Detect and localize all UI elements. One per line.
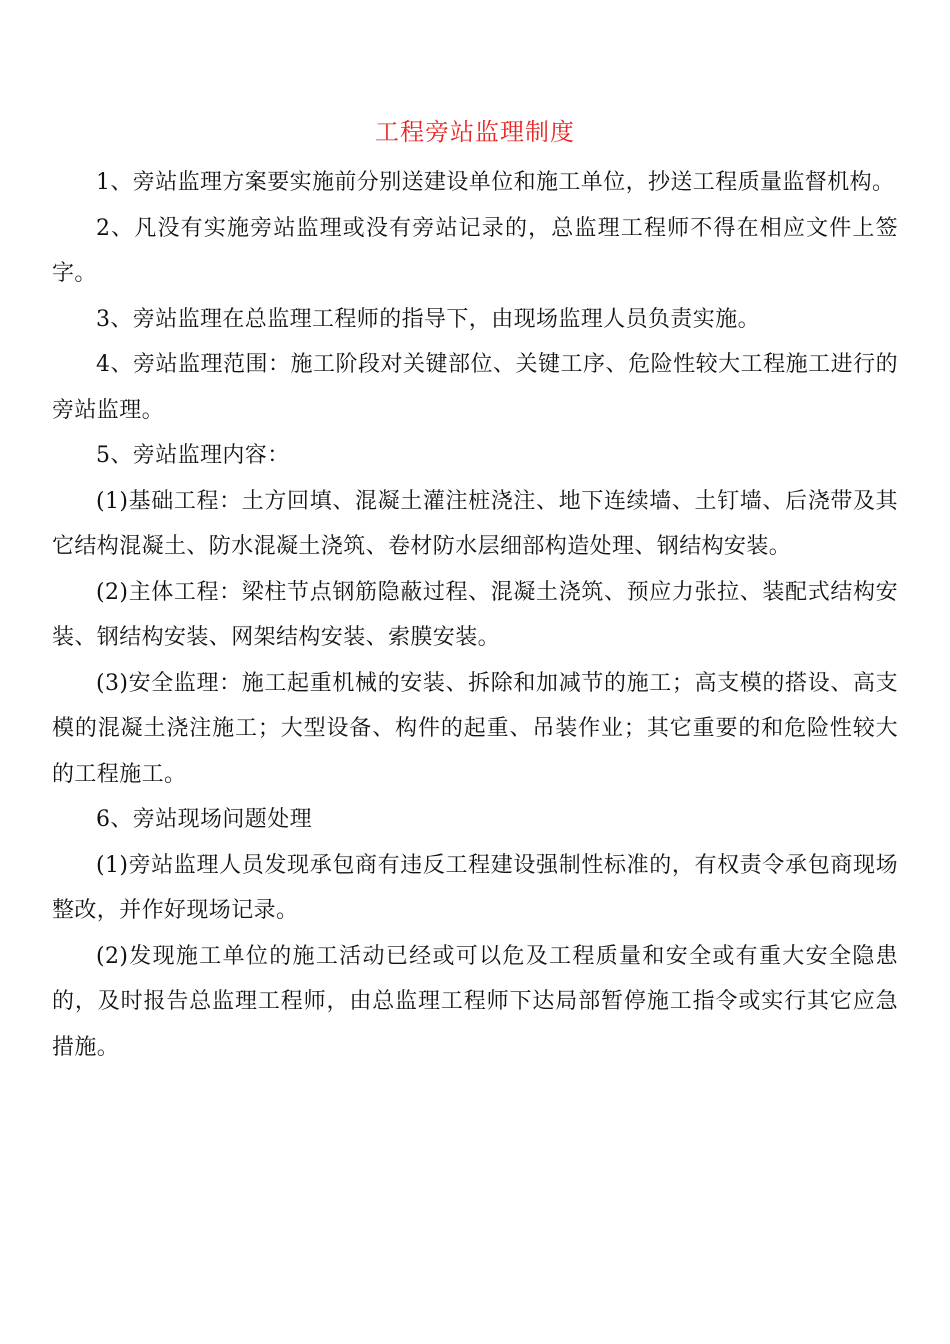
document-title: 工程旁站监理制度 <box>375 118 575 146</box>
paragraph-6-1: (1)旁站监理人员发现承包商有违反工程建设强制性标准的，有权责令承包商现场整改，并作好现场记录。 <box>52 852 898 923</box>
paragraph-2: 2、凡没有实施旁站监理或没有旁站记录的，总监理工程师不得在相应文件上签字。 <box>52 215 898 286</box>
paragraph-5-3: (3)安全监理：施工起重机械的安装、拆除和加减节的施工；高支模的搭设、高支模的混凝土浇注施工；大型设备、构件的起重、吊装作业；其它重要的和危险性较大的工程施工。 <box>52 670 898 787</box>
paragraph-3: 3、旁站监理在总监理工程师的指导下，由现场监理人员负责实施。 <box>96 306 760 332</box>
paragraph-1: 1、旁站监理方案要实施前分别送建设单位和施工单位，抄送工程质量监督机构。 <box>96 170 895 195</box>
paragraph-4: 4、旁站监理范围：施工阶段对关键部位、关键工序、危险性较大工程施工进行的旁站监理。 <box>52 352 898 423</box>
paragraph-5-1: (1)基础工程：土方回填、混凝土灌注桩浇注、地下连续墙、土钉墙、后浇带及其它结构混凝土、防水混凝土浇筑、卷材防水层细部构造处理、钢结构安装。 <box>52 488 898 559</box>
document-body <box>52 160 898 1070</box>
paragraph-5-2: (2)主体工程：梁柱节点钢筋隐蔽过程、混凝土浇筑、预应力张拉、装配式结构安装、钢结构安装、网架结构安装、索膜安装。 <box>52 579 898 650</box>
paragraph-5: 5、旁站监理内容： <box>96 443 290 468</box>
paragraph-6-2: (2)发现施工单位的施工活动已经或可以危及工程质量和安全或有重大安全隐患的，及时报告总监理工程师，由总监理工程师下达局部暂停施工指令或实行其它应急措施。 <box>52 943 898 1060</box>
paragraph-6: 6、旁站现场问题处理 <box>96 807 312 832</box>
